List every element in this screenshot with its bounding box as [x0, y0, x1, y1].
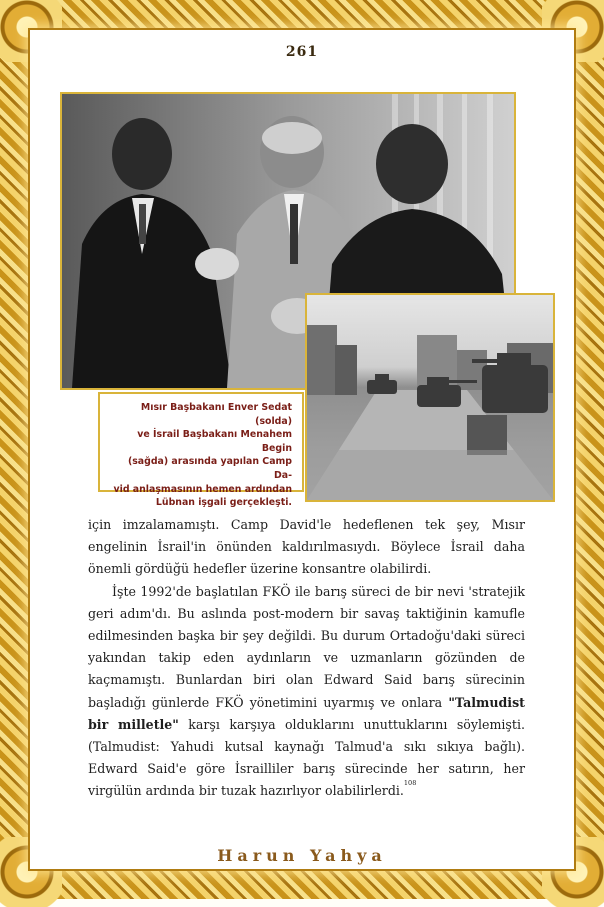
- paragraph-text: İşte 1992'de başlatılan FKÖ ile barış süreci de bir nevi 'stratejik geri adım'dı. Bu aslında post-modern bir savaş taktiğinin kamufle edilmesinden başka bir şey değildi. Bu durum Ortadoğu'daki süreci yakından takip eden aydınların ve uzmanların gözünden de kaçmamıştı. Bunlardan biri olan Edward Said barış sürecinin başladığı günlerde FKÖ yönetimini uyarmış ve onlara: [88, 583, 525, 710]
- footnote-reference[interactable]: 108: [403, 779, 417, 788]
- caption-line: Lübnan işgali gerçekleşti.: [155, 497, 292, 509]
- body-text: [88, 514, 525, 803]
- caption-line: Mısır Başbakanı Enver Sedat (solda): [140, 402, 292, 427]
- photo-tanks-illustration: [307, 295, 553, 500]
- page-number: 261: [285, 44, 319, 60]
- emphasis-quote: "Talmudist bir milletle": [88, 694, 525, 732]
- paragraph: [88, 581, 525, 803]
- photo-tanks-street: [305, 293, 555, 502]
- photo-caption: [98, 392, 304, 509]
- caption-line: vid anlaşmasının hemen ardından: [113, 483, 292, 495]
- paragraph-text: karşı karşıya olduklarını unuttuklarını söylemişti. (Talmudist: Yahudi kutsal kaynağı Talmud'a sıkı sıkıya bağlı). Edward Said'e göre İsrailliler barış sürecinde her satırın, her virgülün ardında bir tuzak hazırlıyor olabilirlerdi.: [88, 716, 525, 799]
- footer-author: Harun Yahya: [217, 846, 387, 865]
- paragraph: için imzalamamıştı. Camp David'le hedeflenen tek şey, Mısır engelinin İsrail'in önünden kaldırılmasıydı. Böylece İsrail daha önemli gördüğü hedefler üzerine konsantre olabilirdi.: [88, 517, 525, 577]
- caption-line: ve İsrail Başbakanı Menahem Begin: [137, 429, 292, 454]
- caption-line: (sağda) arasında yapılan Camp Da-: [127, 456, 292, 481]
